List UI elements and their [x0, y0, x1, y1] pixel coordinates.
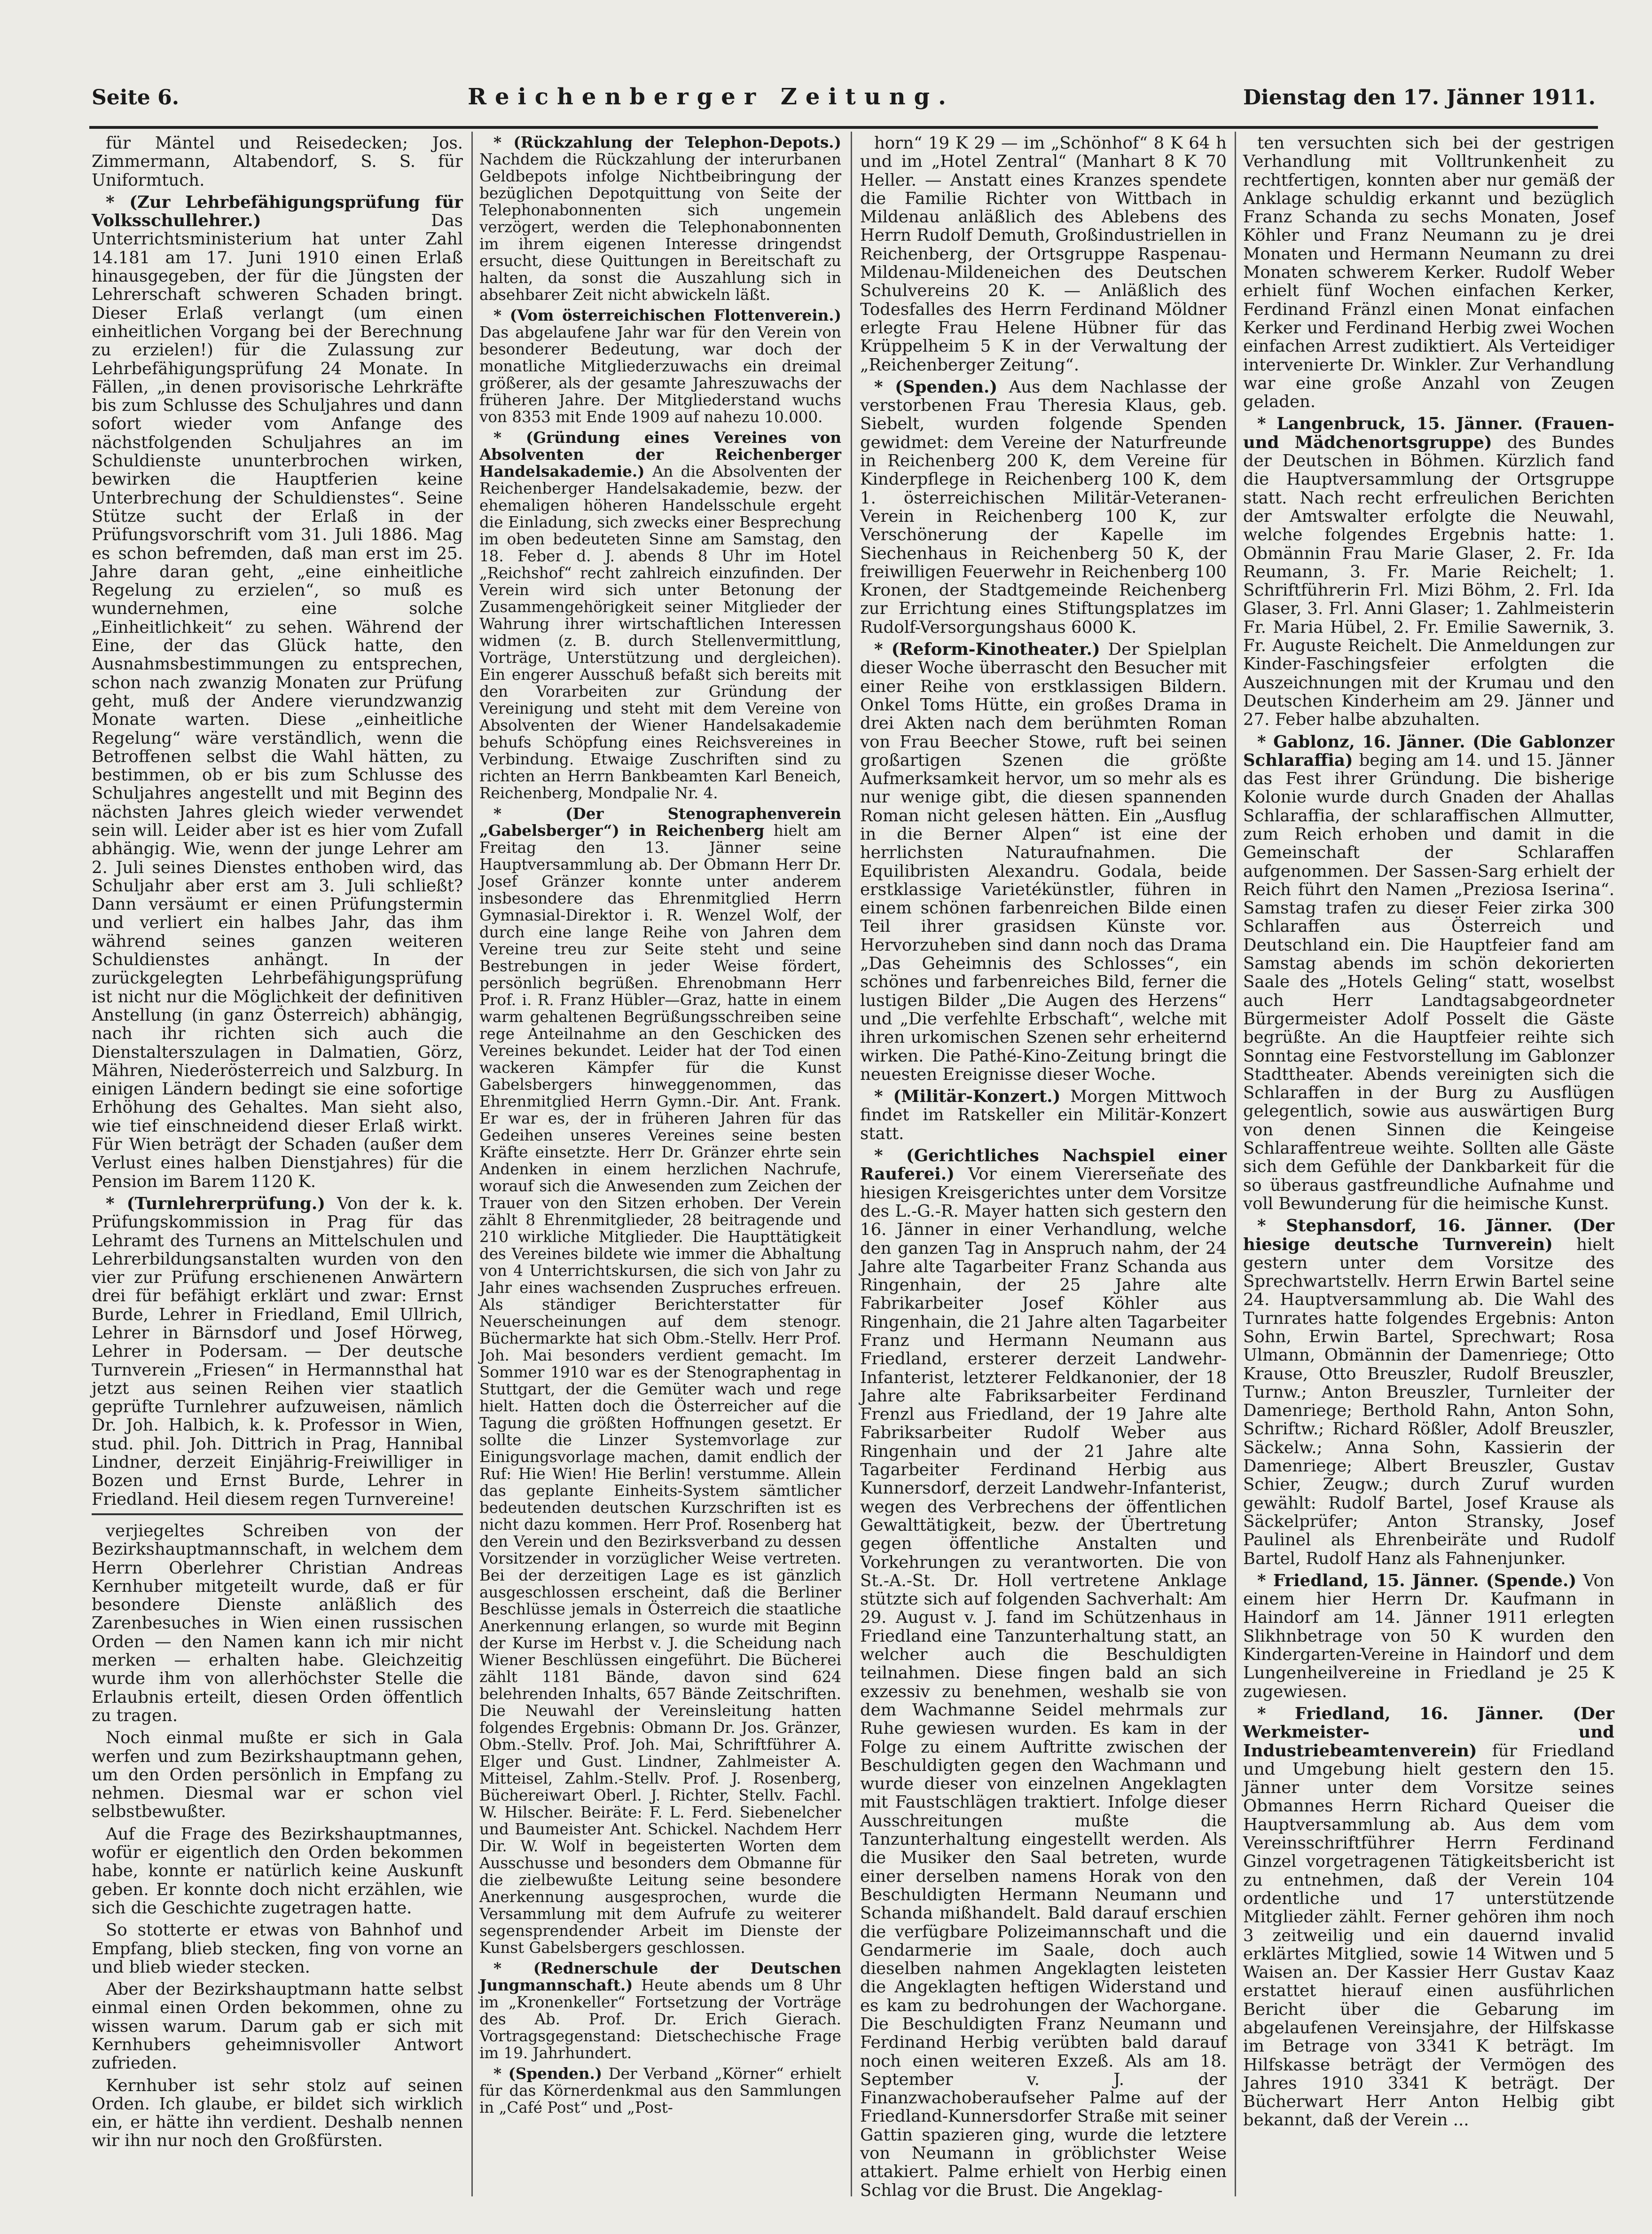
article-heading: * (Reform-Kinotheater.) [874, 640, 1100, 660]
article-body: des Bundes der Deutschen in Böhmen. Kürzlich fand die Hauptversammlung der Ortsgruppe statt. Nach recht erfreulichen Berichten der Amtswalter erfolgte die Neuwahl, welche folgendes Ergebnis hatte: 1. Obmännin Frau Marie Glaser, 2. Fr. Ida Reumann, 3. Fr. Marie Reichelt; 1. Schriftführerin Frl. Mizi Böhm, 2. Frl. Ida Glaser, 3. Frl. Anni Glaser; 1. Zahlmeisterin Fr. Maria Hübel, 2. Fr. Emilie Sawernik, 3. Fr. Auguste Reichelt. Die Anmeldungen zur Kinder-Faschingsfeier erfolgten die Auszeichnungen mit der Krumau und den Deutschen Kinderheim am 29. Jänner und 27. Feber halbe abzuhalten. [1243, 433, 1614, 730]
article-heading: * (Zur Lehrbefähigungsprüfung für Volksschullehrer.) [92, 192, 463, 231]
article-body: ten versuchten sich bei der gestrigen Verhandlung mit Volltrunkenheit zu rechtfertigen, konnten aber nur gemäß der Anklage schuldig erkannt und bezüglich Franz Schanda zu sechs Monaten, Josef Köhler und Franz Neumann zu je drei Monaten und Hermann Neumann zu drei Monaten schwerem Kerker. Rudolf Weber erhielt fünf Wochen einfachen Kerker, Ferdinand Fränzl einen Monat einfachen Kerker und Ferdinand Herbig zwei Wochen einfachen Arrest zudiktiert. Als Verteidiger intervenierte Dr. Winkler. Zur Verhandlung war eine große Anzahl von Zeugen geladen. [1243, 134, 1614, 412]
article-heading: * (Rednerschule der Deutschen Jungmannschaft.) [479, 1959, 841, 1994]
article-body: verjiegeltes Schreiben von der Bezirkshauptmannschaft, in welchem dem Herrn Oberlehrer Christian Andreas Kernhuber mitgeteilt wurde, daß er für besondere Dienste anläßlich des Zarenbesuches in Wien einen russischen Orden — den Namen kann ich mir nicht merken — erhalten habe. Gleichzeitig wurde ihm von allerhöchster Stelle die Erlaubnis erteilt, diesen Orden öffentlich zu tragen. [92, 1521, 463, 1725]
article-body: hielt gestern unter dem Vorsitze des Sprechwartstellv. Herrn Erwin Bartel seine 24. Hauptversammlung ab. Die Wahl des Turnrates hatte folgendes Ergebnis: Anton Sohn, Erwin Bartel, Sprechwart; Rosa Ulmann, Obmännin der Damenriege; Otto Krause, Otto Breuszler, Rudolf Breuszler, Turnw.; Anton Breuszler, Turnleiter der Damenriege; Berthold Rahn, Anton Sohn, Schriftw.; Richard Rößler, Adolf Breuszler, Säckelw.; Anna Sohn, Kassierin der Damenriege; Albert Breuszler, Gustav Schier, Zeugw.; durch Zuruf wurden gewählt: Rudolf Bartel, Josef Krause als Säckelprüfer; Anton Stransky, Josef Paulinel als Ehrenbeiräte und Rudolf Bartel, Rudolf Hanz als Fahnenjunker. [1243, 1235, 1614, 1568]
article [479, 429, 841, 802]
article-body: Vor einem Viererseñate des hiesigen Kreisgerichtes unter dem Vorsitze des L.-G.-R. Mayer hatten sich gestern den 16. Jänner in einer Verhandlung, welche den ganzen Tag in Anspruch nahm, der 24 Jahre alte Tagarbeiter Franz Schanda aus Ringenhain, der 25 Jahre alte Fabrikarbeiter Josef Köhler aus Ringenhain, die 21 Jahre alten Tagarbeiter Franz und Hermann Neumann aus Friedland, ersterer derzeit Landwehr-Infanterist, letzterer Feldkanonier, der 18 Jahre alte Fabriksarbeiter Ferdinand Frenzl aus Friedland, der 19 Jahre alte Fabriksarbeiter Rudolf Weber aus Ringenhain und der 21 Jahre alte Tagarbeiter Ferdinand Herbig aus Kunnersdorf, derzeit Landwehr-Infanterist, wegen des Verbrechens der öffentlichen Gewalttätigkeit, bezw. der Übertretung gegen öffentliche Anstalten und Vorkehrungen zu verantworten. Die von St.-A.-St. Dr. Holl vertretene Anklage stützte sich auf folgenden Sachverhalt: Am 29. August v. J. fand im Schützenhaus in Friedland eine Tanzunterhaltung statt, an welcher auch die Beschuldigten teilnahmen. Diese fingen bald an sich exzessiv zu benehmen, weshalb sie von dem Wachmanne Seidel mehrmals zur Ruhe gewiesen wurden. Es kam in der Folge zu einem Auftritte zwischen der Beschuldigten gegen den Wachmann und wurde dieser von einzelnen Angeklagten mit Faustschlägen traktiert. Infolge dieser Ausschreitungen mußte die Tanzunterhaltung eingestellt werden. Als die Musiker den Saal betreten, wurde einer derselben namens Horak von den Beschuldigten Hermann Neumann und Schanda mißhandelt. Bald darauf erschien die verfügbare Polizeimannschaft und die Gendarmerie im Saale, doch auch dieselben nahmen Angeklagten leisteten die Angeklagten heftigen Widerstand und es kam zu bedrohungen der Wachorgane. Die Beschuldigten Franz Neumann und Ferdinand Herbig verübten bald darauf noch einen weiteren Exzeß. Als am 18. September v. J. der Finanzwachoberaufseher Palme auf der Friedland-Kunnersdorfer Straße mit seiner Gattin spazieren ging, wurde die letztere von Neumann in gröblichster Weise attakiert. Palme erhielt von Herbig einen Schlag vor die Brust. Die Angeklag- [860, 1164, 1227, 2200]
column-divider [471, 132, 473, 2196]
article [479, 2065, 841, 2116]
article [860, 1087, 1227, 1143]
issue-date: Dienstag den 17. Jänner 1911. [1243, 86, 1596, 110]
article-body: Der Spielplan dieser Woche überrascht den Besucher mit einer Reihe von erstklassigen Bildern. Onkel Toms Hütte, ein großes Drama in drei Akten nach dem berühmten Roman von Frau Beecher Stowe, ruft bei seinen großartigen Szenen die größte Aufmerksamkeit hervor, um so mehr als es nur wenige gibt, die diesen spannenden Roman nicht gelesen hätten. Ein „Ausflug in die Berner Alpen“ ist eine der herrlichsten Naturaufnahmen. Die Equilibristen Alexandru. Godala, beide erstklassige Varietékünstler, führen in einem schönen farbenreichen Bilde einen Teil ihrer grasidsen Künste vor. Hervorzuheben sind dann noch das Drama „Das Geheimnis des Schlosses“, ein schönes und farbenreiches Bild, ferner die lustigen Bilder „Die Augen des Herzens“ und „Die verfehlte Erbschaft“, welche mit ihren urkomischen Szenen sehr erheiternd wirken. Die Pathé-Kino-Zeitung bringt die neuesten Ereignisse dieser Woche. [860, 640, 1227, 1084]
article-body: Kernhuber ist sehr stolz auf seinen Orden. Ich glaube, er bildet sich wirklich ein, er hätte ihn verdient. Deshalb nennen wir ihn nur noch den Großfürsten. [92, 2076, 463, 2151]
article-body: Aber der Bezirkshauptmann hatte selbst einmal einen Orden bekommen, ohne zu wissen warum. Darum gab er sich mit Kernhubers geheimnisvoller Antwort zufrieden. [92, 1980, 463, 2073]
article [479, 805, 841, 1956]
article [92, 1195, 463, 1509]
article [479, 134, 841, 303]
article-heading: * Stephansdorf, 16. Jänner. (Der hiesige deutsche Turnverein) [1243, 1216, 1614, 1254]
article-heading: * (Rückzahlung der Telephon-Depots.) [493, 133, 841, 151]
column-divider [1235, 132, 1236, 2196]
column-divider [851, 132, 852, 2196]
column-3 [860, 134, 1227, 2203]
article-heading: * Friedland, 16. Jänner. (Der Werkmeister- und Industriebeamtenverein) [1243, 1704, 1614, 1761]
article [1243, 733, 1614, 1213]
article [92, 1825, 463, 1917]
article-body: So stotterte er etwas von Bahnhof und Empfang, blieb stecken, fing von vorne an und blieb wieder stecken. [92, 1920, 463, 1977]
article [92, 1980, 463, 2072]
article-heading: * (Der Stenographenverein „Gabelsberger“) in Reichenberg [479, 804, 841, 840]
article-heading: * Friedland, 15. Jänner. (Spende.) [1257, 1571, 1577, 1590]
article-heading: * (Vom österreichischen Flottenverein.) [493, 306, 841, 324]
article [92, 1729, 463, 1821]
page-number: Seite 6. [92, 86, 180, 110]
article-body: Von der k. k. Prüfungskommission in Prag für das Lehramt des Turnens an Mittelschulen und Lehrerbildungsanstalten wurden von den vier zur Prüfung erschienenen Anwärtern drei für befähigt erklärt und zwar: Ernst Burde, Lehrer in Friedland, Emil Ullrich, Lehrer in Bärnsdorf und Josef Hörweg, Lehrer in Podersam. — Der deutsche Turnverein „Friesen“ in Hermannsthal hat jetzt aus seinen Reihen vier staatlich geprüfte Turnlehrer aufzuweisen, nämlich Dr. Joh. Halbich, k. k. Professor in Wien, stud. phil. Joh. Dittrich in Prag, Hannibal Lindner, derzeit Einjährig-Freiwilliger in Bozen und Ernst Burde, Lehrer in Friedland. Heil diesem regen Turnvereine! [92, 1194, 463, 1509]
column-4 [1243, 134, 1614, 2133]
article-body: Das abgelaufene Jahr war für den Verein von besonderer Bedeutung, war doch der monatliche Mitgliederzuwachs ein dreimal größerer, als der gesamte Jahreszuwachs der früheren Jahre. Der Mitgliederstand wuchs von 8353 mit Ende 1909 auf nahezu 10.000. [479, 323, 841, 426]
article [860, 378, 1227, 637]
article-body: Heute abends um 8 Uhr im „Kronenkeller“ Fortsetzung der Vorträge des Ab. Prof. Dr. Erich Gierach. Vortragsgegenstand: Dietschechische Frage im 19. Jahrhundert. [479, 1976, 841, 2062]
article-body: Auf die Frage des Bezirkshauptmannes, wofür er eigentlich den Orden bekommen habe, konnte er natürlich keine Auskunft geben. Er konnte doch nicht erzählen, wie sich die Geschichte zugetragen hatte. [92, 1824, 463, 1918]
article-heading: * Gablonz, 16. Jänner. (Die Gablonzer Schlaraffia) [1243, 732, 1614, 770]
article [1243, 1217, 1614, 1568]
article [92, 134, 463, 189]
article [92, 2077, 463, 2150]
article-body: für Friedland und Umgebung hielt gestern den 15. Jänner unter dem Vorsitze seines Obmannes Herrn Richard Queiser die Hauptversammlung ab. Aus dem vom Vereinsschriftführer Herrn Ferdinand Ginzel vorgetragenen Tätigkeitsbericht ist zu entnehmen, daß der Verein 104 ordentliche und 17 unterstützende Mitglieder zählt. Ferner gehören ihm noch 3 zeitweilig und ein dauernd invalid erklärtes Mitglied, sowie 14 Witwen und 5 Waisen an. Der Kassier Herr Gustav Kaaz erstattet hierauf einen ausführlichen Bericht über die Gebarung im abgelaufenen Vereinsjahre, der Hilfskasse im Betrage von 3341 K beträgt. Im Hilfskasse beträgt der Vermögen des Jahres 1910 3341 K beträgt. Der Bücherwart Herr Anton Helbig gibt bekannt, daß der Verein ... [1243, 1741, 1614, 2130]
article-heading: * (Spenden.) [493, 2064, 603, 2083]
header-rule [89, 126, 1598, 129]
article-body: beging am 14. und 15. Jänner das Fest ihrer Gründung. Die bisherige Kolonie wurde durch Gnaden der Ahallas Schlaraffia, der schlaraffischen Allmutter, zum Reich erhoben und damit in die Gemeinschaft der Schlaraffen aufgenommen. Der Sassen-Sarg erhielt der Reich führt den Namen „Preziosa Iserina“. Samstag trafen zu dieser Feier zirka 300 Schlaraffen aus Österreich und Deutschland ein. Die Hauptfeier fand am Samstag abends im schön dekorierten Saale des „Hotels Geling“ statt, woselbst auch Herr Landtagsabgeordneter Bürgermeister Adolf Posselt die Gäste begrüßte. An die Hauptfeier reihte sich Sonntag eine Festvorstellung im Gablonzer Stadttheater. Abends vereinigten sich die Schlaraffen in der Burg zu Ausflügen gelegentlich, sowie aus auswärtigen Burg von denen Sinnen die Keingeise Schlaraffentreue weihte. Sollten alle Gäste sich dem Gefühle der Dankbarkeit für die so überaus gastfreundliche Aufnahme und voll Bewunderung für die heimische Kunst. [1243, 750, 1614, 1213]
article [860, 1147, 1227, 2200]
article-heading: * (Militär-Konzert.) [874, 1087, 1061, 1107]
article [479, 307, 841, 425]
article-body: Der Verband „Körner“ erhielt für das Körnerdenkmal aus den Sammlungen in „Café Post“ und „Post- [479, 2065, 841, 2116]
article-body: Nachdem die Rückzahlung der interurbanen Geldbepots infolge Nichtbeibringung der bezüglichen Depotquittung von Seite der Telephonabonnenten sich ungemein verzögert, werden die Telephonabonnenten im ihrem eigenen Interesse dringendst ersucht, diese Quittungen in Bereitschaft zu halten, da sonst die Auszahlung sich in absehbarer Zeit nicht abwickeln läßt. [479, 150, 841, 304]
article [92, 1522, 463, 1725]
article [1243, 1572, 1614, 1701]
article-heading: * (Gerichtliches Nachspiel einer Rauferei.) [860, 1146, 1227, 1184]
column-2 [479, 134, 841, 2120]
article-body: Von einem hier Herrn Dr. Kaufmann in Haindorf am 14. Jänner 1911 erlegten Slikhnbetrage von 50 K wurden den Kindergarten-Vereine in Haindorf und dem Lungenheilvereine in Friedland je 25 K zugewiesen. [1243, 1571, 1614, 1701]
article [1243, 415, 1614, 729]
article-heading: * (Spenden.) [874, 377, 998, 397]
article-body: für Mäntel und Reisedecken; Jos. Zimmermann, Altabendorf, S. S. für Uniformtuch. [92, 134, 463, 190]
article-body: Aus dem Nachlasse der verstorbenen Frau Theresia Klaus, geb. Siebelt, wurden folgende Spenden gewidmet: dem Vereine der Naturfreunde in Reichenberg 200 K, dem Vereine für Kinderpflege in Reichenberg 100 K, dem 1. österreichischen Militär-Veteranen-Verein in Reichenberg 100 K, zur Verschönerung der Kapelle im Siechenhaus in Reichenberg 50 K, der freiwilligen Feuerwehr in Reichenberg 100 Kronen, der Stadtgemeinde Reichenberg zur Errichtung eines Stiftungsplatzes im Rudolf-Versorgungshaus 6000 K. [860, 377, 1227, 637]
masthead: Reichenberger Zeitung. [468, 84, 955, 110]
article-body: Morgen Mittwoch findet im Ratskeller ein Militär-Konzert statt. [860, 1087, 1227, 1143]
article [479, 1960, 841, 2061]
article [860, 134, 1227, 374]
article [860, 640, 1227, 1084]
article [1243, 134, 1614, 411]
article-body: hielt am Freitag den 13. Jänner seine Hauptversammlung ab. Der Obmann Herr Dr. Josef Gränzer konnte unter anderem insbesondere das Ehrenmitglied Herrn Gymnasial-Direktor i. R. Wenzel Wolf, der durch eine lange Reihe von Jahren dem Vereine treu zur Seite steht und seine Bestrebungen in jeder Weise fördert, persönlich begrüßen. Ehrenobmann Herr Prof. i. R. Franz Hübler—Graz, hatte in einem warm gehaltenen Begrüßungsschreiben seine rege Anteilnahme an den Geschicken des Vereines bekundet. Leider hat der Tod einen wackeren Kämpfer für die Kunst Gabelsbergers hinweggenommen, das Ehrenmitglied Herrn Gymn.-Dir. Ant. Frank. Er war es, der in früheren Jahren für das Gedeihen unseres Vereines seine besten Kräfte einsetzte. Herr Dr. Gränzer ehrte sein Andenken in einem herzlichen Nachrufe, worauf sich die Anwesenden zum Zeichen der Trauer von den Sitzen erhoben. Der Verein zählt 8 Ehrenmitglieder, 28 beitragende und 210 wirkliche Mitglieder. Die Haupttätigkeit des Vereines bildete wie immer die Abhaltung von 4 Unterrichtskursen, die sich von Jahr zu Jahr eines wachsenden Zuspruches erfreuen. Als ständiger Berichterstatter für Neuerscheinungen auf dem stenogr. Büchermarkte hat sich Obm.-Stellv. Herr Prof. Joh. Mai besonders verdient gemacht. Im Sommer 1910 war es der Stenographentag in Stuttgart, der die Gemüter wach und rege hielt. Hatten doch die Österreicher auf die Tagung die größten Hoffnungen gesetzt. Er sollte die Linzer Systemvorlage zur Einigungsvorlage machen, damit endlich der Ruf: Hie Wien! Hie Berlin! verstumme. Allein das geplante Einheits-System sämtlicher bedeutenden deutschen Kurzschriften ist es nicht dazu kommen. Herr Prof. Rosenberg hat den Verein und den Bezirksverband zu dessen Vorsitzender in vorzüglicher Weise vertreten. Bei der derzeitigen Lage es ist gänzlich ausgeschlossen erscheint, daß die Berliner Beschlüsse jemals in Österreich die staatliche Anerkennung erlangen, so wurde mit Beginn der Kurse im Herbst v. J. die Scheidung nach Wiener Beschlüssen eingeführt. Die Bücherei zählt 1181 Bände, davon sind 624 belehrenden Inhalts, 657 Bände Zeitschriften. Die Neuwahl der Vereinsleitung hatten folgendes Ergebnis: Obmann Dr. Jos. Gränzer, Obm.-Stellv. Prof. Joh. Mai, Schriftführer A. Elger und Gust. Lindner, Zahlmeister A. Mitteisel, Zahlm.-Stellv. Prof. J. Rosenberg, Büchereiwart Oberl. J. Richter, Stellv. Fachl. W. Hilscher. Beiräte: F. L. Ferd. Siebenelcher und Baumeister Ant. Schickel. Nachdem Herr Dir. W. Wolf in begeisterten Worten dem Ausschusse und besonders dem Obmanne für die zielbewußte Leitung seine besondere Anerkennung ausgesprochen, wurde die Versammlung mit dem Aufrufe zu weiterer segensprendender Arbeit im Dienste der Kunst Gabelsbergers geschlossen. [479, 822, 841, 1957]
column-1 [92, 134, 463, 2154]
page-header [92, 84, 1596, 126]
article [92, 1921, 463, 1976]
article [92, 193, 463, 1191]
article-heading: * Langenbruck, 15. Jänner. (Frauen- und Mädchenortsgruppe) [1243, 414, 1614, 452]
article-body: An die Absolventen der Reichenberger Handelsakademie, bezw. der ehemaligen höheren Handelsschule ergeht die Einladung, sich zwecks einer Besprechung im oben bedeuteten Sinne am Samstag, den 18. Feber d. J. abends 8 Uhr im Hotel „Reichshof“ recht zahlreich einzufinden. Der Verein wird sich unter Betonung der Zusammengehörigkeit seiner Mitglieder der Wahrung ihrer wirtschaftlichen Interessen widmen (z. B. durch Stellenvermittlung, Vorträge, Unterstützung und dergleichen). Ein engerer Ausschuß befaßt sich bereits mit den Vorarbeiten zur Gründung der Vereinigung und steht mit dem Vereine von Absolventen der Wiener Handelsakademie behufs Schöpfung eines Reichsvereines in Verbindung. Etwaige Zuschriften sind zu richten an Herrn Bankbeamten Karl Beneich, Reichenberg, Mondpalie Nr. 4. [479, 463, 841, 802]
article-body: horn“ 19 K 29 — im „Schönhof“ 8 K 64 h und im „Hotel Zentral“ (Manhart 8 K 70 Heller. — Anstatt eines Kranzes spendete die Familie Richter von Wittbach in Mildenau anläßlich des Ablebens des Herrn Rudolf Demuth, Großindustriellen in Reichenberg, der Ortsgruppe Raspenau-Mildenau-Mildeneichen des Deutschen Schulvereins 20 K. — Anläßlich des Todesfalles des Herrn Ferdinand Möldner erlegte Frau Helene Hübner für das Krüppelheim 5 K in der Verwaltung der „Reichenberger Zeitung“. [860, 134, 1227, 375]
article-body: Das Unterrichtsministerium hat unter Zahl 14.181 am 17. Juni 1910 einen Erlaß hinausgegeben, der für die Jüngsten der Lehrerschaft schweren Schaden bringt. Dieser Erlaß verlangt (um einen einheitlichen Vorgang bei der Berechnung zu erzielen!) für die Zulassung zur Lehrbefähigungsprüfung 24 Monate. In Fällen, „in denen provisorische Lehrkräfte bis zum Schlusse des Schuljahres und dann sofort wieder vom Anfange des nächstfolgenden Schuljahres an im Schuldienste ununterbrochen wirken, bewirken die Hauptferien keine Unterbrechung der Schuldienstes“. Seine Stütze sucht der Erlaß in der Prüfungsvorschrift vom 31. Juli 1886. Mag es schon befremden, daß man erst im 25. Jahre daran geht, „eine einheitliche Regelung zu erzielen“, so muß es wundernehmen, eine solche „Einheitlichkeit“ zu sehen. Während der Eine, der das Glück hatte, den Ausnahmsbestimmungen zu entsprechen, schon nach zwanzig Monaten zur Prüfung geht, muß der Andere vierundzwanzig Monate warten. Diese „einheitliche Regelung“ wäre verständlich, wenn die Betroffenen selbst die Wahl hätten, zu bestimmen, ob er bis zum Schlusse des Schuljahres angestellt und mit Beginn des nächsten Jahres gleich wieder verwendet sein will. Leider aber ist es hier vom Zufall abhängig. Wie, wenn der junge Lehrer am 2. Juli seines Dienstes enthoben wird, das Schuljahr aber erst am 3. Juli schließt? Dann versäumt er einen Prüfungstermin und verliert ein halbes Jahr, das ihm während seines ganzen weiteren Schuldienstes anhängt. In der zurückgelegten Lehrbefähigungsprüfung ist nicht nur die Möglichkeit der definitiven Anstellung (in ganz Österreich) abhängig, nach ihr richten sich auch die Dienstalterszulagen in Dalmatien, Görz, Mähren, Niederösterreich und Salzburg. In einigen Ländern bedingt sie eine sofortige Erhöhung des Gehaltes. Man sieht also, wie tief einschneidend dieser Erlaß wirkt. Für Wien beträgt der Schaden (außer dem Verlust eines halben Dienstjahres) für die Pension im Barem 1120 K. [92, 211, 463, 1191]
article-heading: * (Turnlehrerprüfung.) [106, 1194, 326, 1213]
article-body: Noch einmal mußte er sich in Gala werfen und zum Bezirkshauptmann gehen, um den Orden persönlich in Empfang zu nehmen. Diesmal war er schon viel selbstbewußter. [92, 1728, 463, 1822]
section-rule [92, 1513, 463, 1515]
article-heading: * (Gründung eines Vereines von Absolventen der Reichenberger Handelsakademie.) [479, 428, 841, 480]
article [1243, 1705, 1614, 2130]
